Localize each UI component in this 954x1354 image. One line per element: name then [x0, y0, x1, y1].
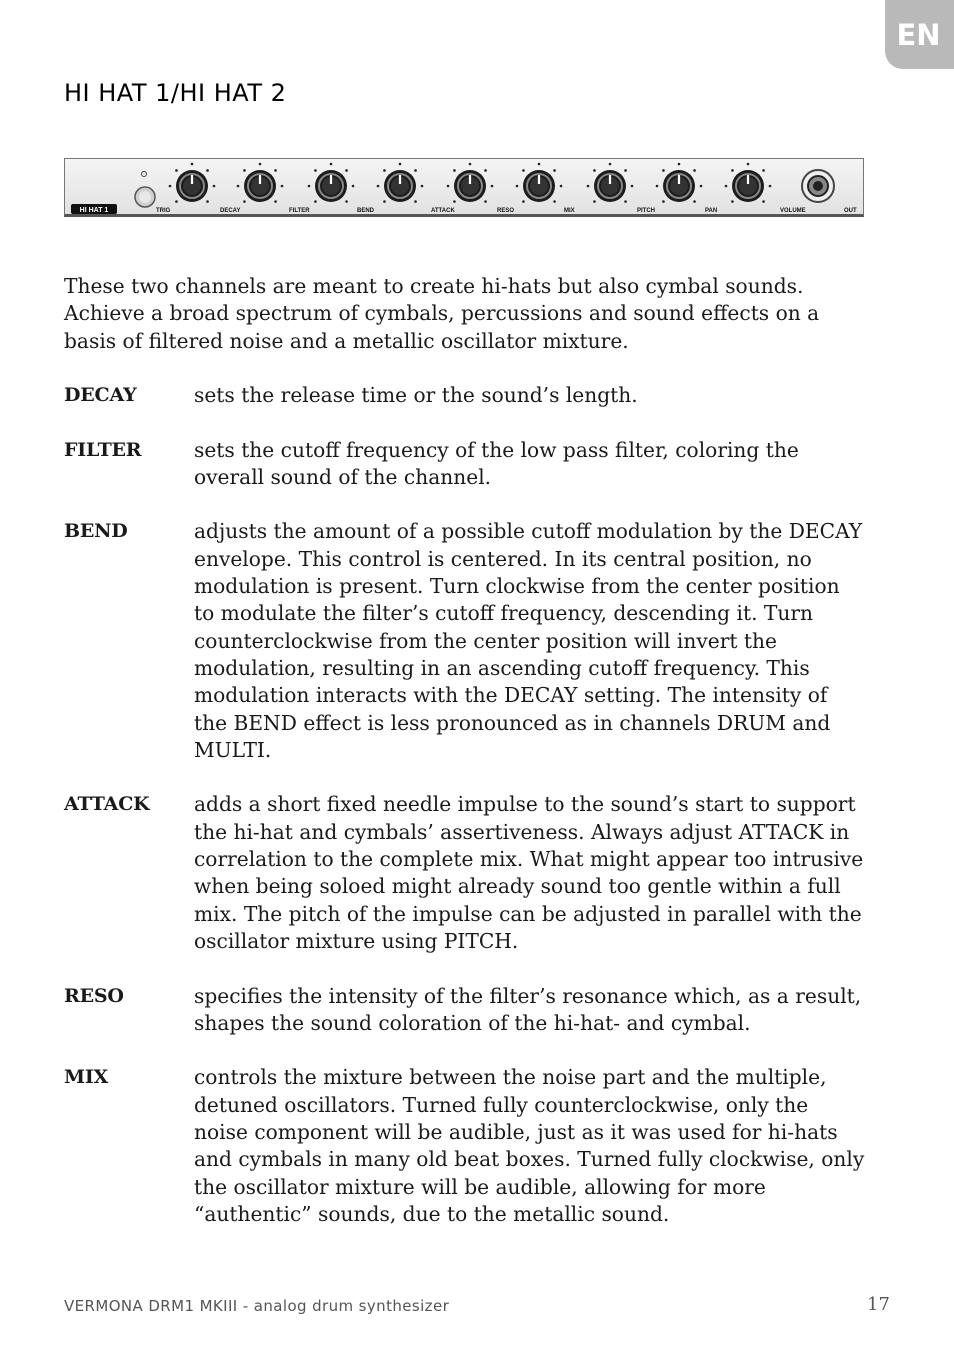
decay-knob[interactable]	[169, 163, 216, 203]
scale-dot-icon	[762, 200, 765, 203]
scale-dot-icon	[399, 163, 402, 166]
panel-graphic	[65, 159, 865, 215]
scale-dot-icon	[377, 185, 380, 188]
scale-dot-icon	[678, 163, 681, 166]
hihat-panel-image	[64, 158, 864, 217]
panel-label: BEND	[357, 208, 375, 214]
definition-text: adjusts the amount of a possible cutoff modulation by the DECAY envelope. This control is centered. In its central position, no modulation is present. Turn clockwise from the center position to modulate the filter’s cutoff frequency, descending it. Turn counterclockwise from the center position will invert the modulation, resulting in an ascending cutoff frequency. This modulation interacts with the DECAY setting. The intensity of the BEND effect is less pronounced as in channels DRUM and MULTI.	[194, 519, 863, 762]
pan-knob[interactable]	[656, 163, 703, 203]
scale-dot-icon	[484, 200, 487, 203]
panel-label: RESO	[497, 208, 515, 214]
trig-led-icon	[142, 172, 147, 177]
definition-row-mix	[64, 1064, 874, 1228]
scale-dot-icon	[308, 185, 311, 188]
scale-dot-icon	[213, 185, 216, 188]
panel-label: FILTER	[289, 208, 310, 214]
scale-dot-icon	[330, 163, 333, 166]
scale-dot-icon	[175, 200, 178, 203]
scale-dot-icon	[538, 163, 541, 166]
scale-dot-icon	[345, 169, 348, 172]
scale-dot-icon	[609, 163, 612, 166]
scale-dot-icon	[662, 169, 665, 172]
scale-dot-icon	[553, 200, 556, 203]
scale-dot-icon	[593, 169, 596, 172]
scale-dot-icon	[656, 185, 659, 188]
definition-row-bend	[64, 518, 874, 764]
scale-dot-icon	[237, 185, 240, 188]
scale-dot-icon	[491, 185, 494, 188]
scale-dot-icon	[593, 200, 596, 203]
scale-dot-icon	[553, 169, 556, 172]
scale-dot-icon	[560, 185, 563, 188]
scale-dot-icon	[731, 200, 734, 203]
page-number: 17	[867, 1294, 890, 1315]
scale-dot-icon	[352, 185, 355, 188]
scale-dot-icon	[693, 169, 696, 172]
reso-knob[interactable]	[447, 163, 494, 203]
scale-dot-icon	[314, 200, 317, 203]
scale-dot-icon	[175, 169, 178, 172]
panel-label: PAN	[705, 208, 718, 214]
scale-dot-icon	[624, 200, 627, 203]
scale-dot-icon	[516, 185, 519, 188]
scale-dot-icon	[624, 169, 627, 172]
pitch-knob[interactable]	[587, 163, 634, 203]
scale-dot-icon	[259, 163, 262, 166]
page-title: HI HAT 1/HI HAT 2	[64, 79, 287, 107]
scale-dot-icon	[769, 185, 772, 188]
definition-row-decay	[64, 382, 874, 409]
definition-text: sets the release time or the sound’s length.	[194, 383, 638, 407]
out-jack-center	[813, 181, 823, 191]
scale-dot-icon	[731, 169, 734, 172]
scale-dot-icon	[522, 169, 525, 172]
definition-term: RESO	[64, 984, 124, 1007]
definition-row-filter	[64, 437, 874, 492]
scale-dot-icon	[274, 200, 277, 203]
language-tab: EN	[885, 0, 954, 69]
scale-dot-icon	[662, 200, 665, 203]
panel-label: PITCH	[637, 208, 655, 214]
definition-term: BEND	[64, 520, 128, 543]
panel-label: VOLUME	[780, 208, 806, 214]
scale-dot-icon	[414, 200, 417, 203]
scale-dot-icon	[700, 185, 703, 188]
scale-dot-icon	[414, 169, 417, 172]
scale-dot-icon	[469, 163, 472, 166]
scale-dot-icon	[762, 169, 765, 172]
scale-dot-icon	[693, 200, 696, 203]
intro-paragraph: These two channels are meant to create hi-hats but also cymbal sounds. Achieve a broad spectrum of cymbals, percussions and sound effects on a basis of filtered noise and a metallic oscillator mixture.	[64, 274, 820, 353]
scale-dot-icon	[206, 200, 209, 203]
scale-dot-icon	[747, 163, 750, 166]
scale-dot-icon	[447, 185, 450, 188]
definition-term: DECAY	[64, 384, 137, 406]
mix-knob[interactable]	[516, 163, 563, 203]
scale-dot-icon	[725, 185, 728, 188]
scale-dot-icon	[206, 169, 209, 172]
panel-label: ATTACK	[431, 208, 455, 214]
bend-knob[interactable]	[308, 163, 355, 203]
scale-dot-icon	[274, 169, 277, 172]
scale-dot-icon	[169, 185, 172, 188]
definition-term: MIX	[64, 1066, 109, 1089]
panel-label: TRIG	[156, 208, 171, 214]
definition-text: adds a short fixed needle impulse to the sound’s start to support the hi-hat and cymbals’ assertiveness. Always adjust ATTACK in correlation to the complete mix. What might appear too intrusive when being soloed might already sound too gentle within a full mix. The pitch of the impulse can be adjusted in parallel with the oscillator mixture using PITCH.	[194, 792, 864, 953]
attack-knob[interactable]	[377, 163, 424, 203]
definition-row-reso	[64, 983, 874, 1038]
definition-text: sets the cutoff frequency of the low pass filter, coloring the overall sound of the channel.	[194, 437, 799, 489]
scale-dot-icon	[314, 169, 317, 172]
scale-dot-icon	[281, 185, 284, 188]
scale-dot-icon	[243, 169, 246, 172]
definition-term: FILTER	[64, 438, 142, 461]
scale-dot-icon	[421, 185, 424, 188]
definition-text: controls the mixture between the noise part and the multiple, detuned oscillators. Turned fully counterclockwise, only the noise component will be audible, just as it was used for hi-hats and cymbals in many old beat boxes. Turned fully clockwise, only the oscillator mixture will be audible, allowing for more “authentic” sounds, due to the metallic sound.	[194, 1065, 865, 1226]
footer-title: VERMONA DRM1 MKIII - analog drum synthesizer	[64, 1297, 450, 1315]
volume-knob[interactable]	[725, 163, 772, 203]
scale-dot-icon	[383, 169, 386, 172]
scale-dot-icon	[383, 200, 386, 203]
scale-dot-icon	[345, 200, 348, 203]
scale-dot-icon	[453, 200, 456, 203]
panel-label: OUT	[844, 208, 857, 214]
channel-badge: HI HAT 1	[79, 207, 109, 214]
scale-dot-icon	[484, 169, 487, 172]
scale-dot-icon	[243, 200, 246, 203]
definition-list	[64, 382, 874, 1256]
panel-label: MIX	[564, 208, 575, 214]
trig-button-face	[139, 191, 151, 203]
filter-knob[interactable]	[237, 163, 284, 203]
scale-dot-icon	[587, 185, 590, 188]
panel-label: DECAY	[220, 208, 241, 214]
definition-row-attack	[64, 791, 874, 955]
definition-text: specifies the intensity of the filter’s resonance which, as a result, shapes the sound coloration of the hi-hat- and cymbal.	[194, 983, 862, 1035]
scale-dot-icon	[631, 185, 634, 188]
scale-dot-icon	[522, 200, 525, 203]
panel-labels	[156, 208, 857, 214]
definition-term: ATTACK	[64, 793, 150, 816]
scale-dot-icon	[191, 163, 194, 166]
knob-group	[169, 163, 772, 203]
scale-dot-icon	[453, 169, 456, 172]
